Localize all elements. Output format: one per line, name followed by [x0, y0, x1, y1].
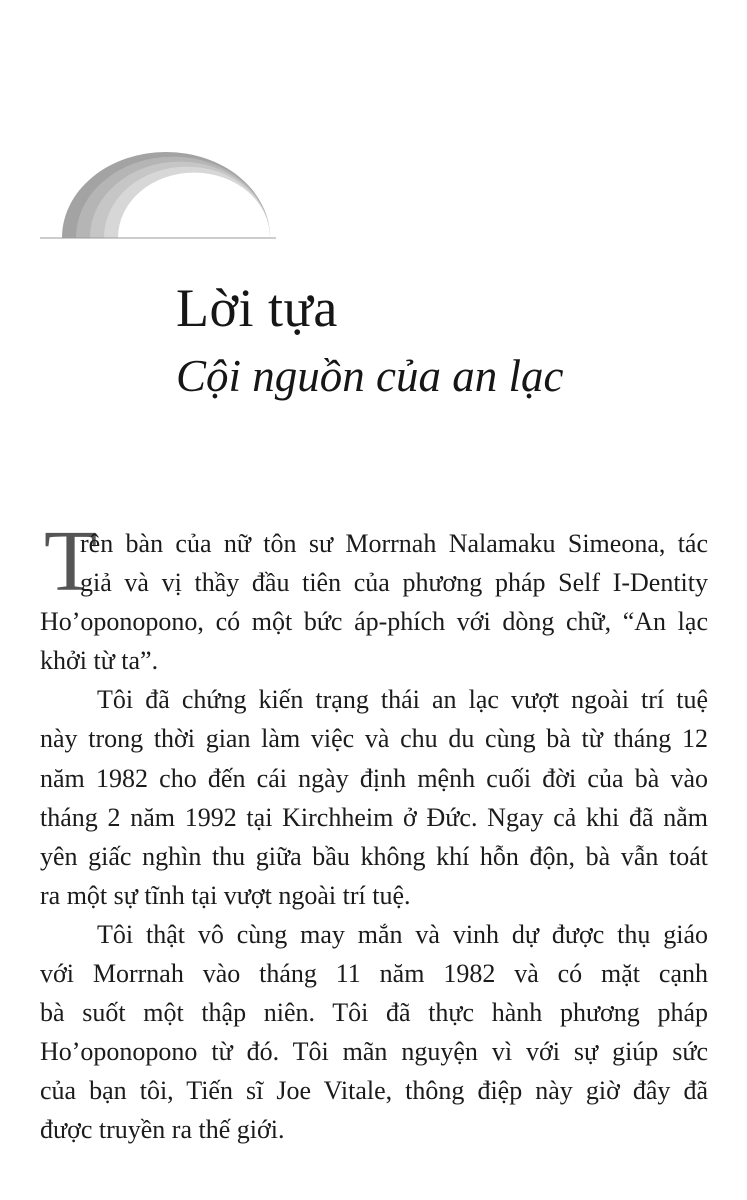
text-line: Tôi đã chứng kiến trạng thái an lạc vượt ngoài trí tuệ [97, 685, 708, 715]
text-line: của bạn tôi, Tiến sĩ Joe Vitale, thông điệp này giờ đây đã [40, 1076, 708, 1106]
text-line: Hoʼoponopono, có một bức áp-phích với dòng chữ, “An lạc [40, 607, 708, 637]
chapter-title: Lời tựa [176, 278, 338, 338]
text-line: giả và vị thầy đầu tiên của phương pháp Self I-Dentity [80, 568, 708, 598]
drop-cap: T [44, 512, 98, 609]
text-line: khởi từ ta”. [40, 646, 159, 676]
text-line: yên giấc nghìn thu giữa bầu không khí hỗn độn, bà vẫn toát [40, 841, 708, 871]
body-text [40, 524, 708, 1150]
text-line: được truyền ra thế giới. [40, 1115, 285, 1145]
text-line: Tôi thật vô cùng may mắn và vinh dự được thụ giáo [97, 919, 708, 949]
text-line: bà suốt một thập niên. Tôi đã thực hành phương pháp [40, 998, 708, 1028]
text-line: ra một sự tĩnh tại vượt ngoài trí tuệ. [40, 880, 411, 910]
text-line: năm 1982 cho đến cái ngày định mệnh cuối đời của bà vào [40, 763, 708, 793]
text-line: này trong thời gian làm việc và chu du cùng bà từ tháng 12 [40, 724, 708, 754]
rainbow-arc-icon [40, 149, 276, 240]
text-line: rên bàn của nữ tôn sư Morrnah Nalamaku Simeona, tác [80, 529, 708, 558]
chapter-subtitle: Cội nguồn của an lạc [176, 351, 564, 401]
text-line: Hoʼoponopono từ đó. Tôi mãn nguyện vì với sự giúp sức [40, 1037, 708, 1067]
text-line: với Morrnah vào tháng 11 năm 1982 và có mặt cạnh [40, 959, 708, 989]
text-line: tháng 2 năm 1992 tại Kirchheim ở Đức. Ngay cả khi đã nằm [40, 802, 708, 832]
